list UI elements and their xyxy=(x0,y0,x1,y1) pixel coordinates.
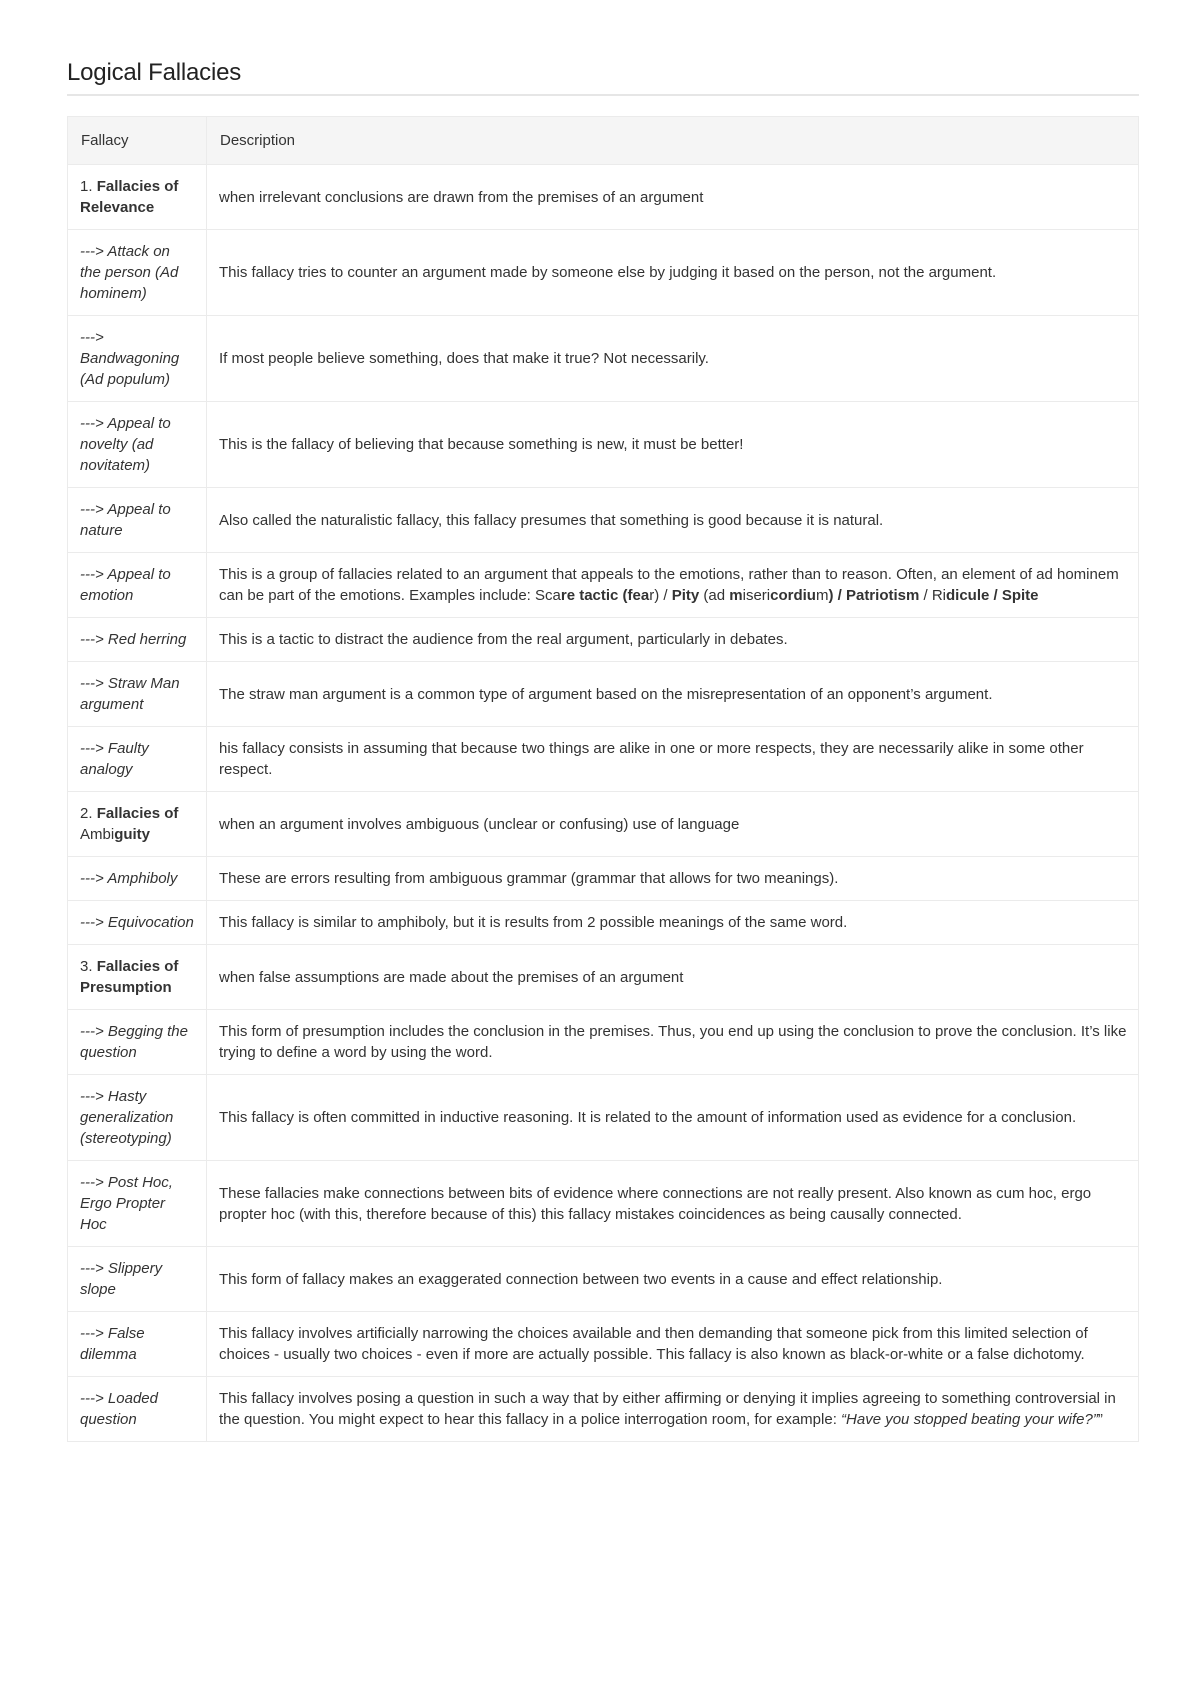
description-text: This is a group of fallacies related to an argument that appeals to the emotions, rather than to reason. Often, an element of ad hominem can be part of the emotions. Examples include: Sca xyxy=(219,566,1119,604)
description-text: This is the fallacy of believing that because something is new, it must be better! xyxy=(219,436,744,453)
description-cell xyxy=(207,857,1139,901)
table-row xyxy=(68,230,1139,316)
description-cell xyxy=(207,165,1139,230)
fallacy-text: Fallacies of Relevance xyxy=(80,178,179,216)
table-row xyxy=(68,402,1139,488)
fallacy-text: 1. xyxy=(80,178,97,195)
description-text: This fallacy involves artificially narrowing the choices available and then demanding that someone pick from this limited selection of choices - usually two choices - even if more are actually possible. This fallacy is also known as black-or-white or a false dichotomy. xyxy=(219,1325,1088,1363)
description-text: This fallacy tries to counter an argument made by someone else by judging it based on the person, not the argument. xyxy=(219,264,997,281)
description-cell xyxy=(207,1312,1139,1377)
document-page xyxy=(67,56,1139,1442)
fallacy-cell xyxy=(68,488,207,553)
fallacy-text: ---> Begging the question xyxy=(80,1023,188,1061)
fallacy-cell xyxy=(68,901,207,945)
description-cell xyxy=(207,792,1139,857)
fallacy-cell xyxy=(68,1010,207,1075)
table-row xyxy=(68,1377,1139,1442)
fallacy-cell xyxy=(68,945,207,1010)
description-cell xyxy=(207,316,1139,402)
fallacy-text: ---> Post Hoc, Ergo Propter Hoc xyxy=(80,1174,173,1233)
description-cell xyxy=(207,553,1139,618)
fallacy-text: 3. xyxy=(80,958,97,975)
fallacy-cell xyxy=(68,316,207,402)
table-row xyxy=(68,618,1139,662)
description-cell xyxy=(207,1075,1139,1161)
description-text: m xyxy=(729,587,743,604)
description-text: dicule / Spite xyxy=(946,587,1039,604)
table-row xyxy=(68,316,1139,402)
fallacy-cell xyxy=(68,1161,207,1247)
description-text: r) / xyxy=(649,587,672,604)
fallacy-text: ---> Appeal to novelty (ad novitatem) xyxy=(80,415,171,474)
header-description: Description xyxy=(207,117,1139,165)
description-text: This fallacy involves posing a question in such a way that by either affirming or denying it implies agreeing to something controversial in the question. You might expect to hear this fallacy in a police interrogation room, for example: xyxy=(219,1390,1116,1428)
description-text: The straw man argument is a common type of argument based on the misrepresentation of an opponent’s argument. xyxy=(219,685,993,703)
fallacy-cell xyxy=(68,1377,207,1442)
description-text: This form of fallacy makes an exaggerated connection between two events in a cause and effect relationship. xyxy=(219,1270,943,1288)
description-text: These are errors resulting from ambiguous grammar (grammar that allows for two meanings). xyxy=(219,870,839,887)
category-row xyxy=(68,165,1139,230)
fallacy-text: ---> Appeal to nature xyxy=(80,501,171,539)
table-row xyxy=(68,727,1139,792)
description-text: This fallacy is similar to amphiboly, but it is results from 2 possible meanings of the same word. xyxy=(219,914,848,931)
table-header-row xyxy=(68,117,1139,165)
fallacy-text: ---> Red herring xyxy=(80,631,187,648)
fallacy-text: Ambi xyxy=(80,826,115,843)
fallacy-text: ---> Faulty analogy xyxy=(80,740,149,778)
description-cell xyxy=(207,727,1139,792)
description-cell xyxy=(207,1161,1139,1247)
fallacy-cell xyxy=(68,662,207,727)
fallacy-cell xyxy=(68,1312,207,1377)
fallacy-cell xyxy=(68,402,207,488)
fallacy-text: ---> Slippery slope xyxy=(80,1260,163,1298)
fallacy-text: ---> Amphiboly xyxy=(80,870,178,887)
description-text: Also called the naturalistic fallacy, this fallacy presumes that something is good because it is natural. xyxy=(219,511,884,529)
description-text: when false assumptions are made about the premises of an argument xyxy=(219,968,684,986)
fallacy-cell xyxy=(68,165,207,230)
table-body xyxy=(68,165,1139,1442)
description-cell xyxy=(207,618,1139,662)
description-text: These fallacies make connections between bits of evidence where connections are not really present. Also known as cum hoc, ergo propter hoc (with this, therefore because of this) this fallacy mistakes coincidences as being causally connected. xyxy=(219,1184,1092,1223)
fallacies-table xyxy=(67,116,1139,1442)
table-row xyxy=(68,1075,1139,1161)
fallacy-text: ---> Appeal to emotion xyxy=(80,566,171,604)
description-text: ” xyxy=(1097,1411,1103,1428)
description-text: ) / Patriotism xyxy=(828,587,920,604)
fallacy-text: guity xyxy=(114,826,151,843)
description-cell xyxy=(207,1247,1139,1312)
description-cell xyxy=(207,1377,1139,1442)
category-row xyxy=(68,945,1139,1010)
description-text: re tactic (fea xyxy=(560,587,650,604)
fallacy-text: ---> Loaded question xyxy=(80,1390,158,1428)
fallacy-cell xyxy=(68,230,207,316)
description-text: / Ri xyxy=(919,587,946,604)
fallacy-text: ---> Straw Man argument xyxy=(80,675,180,713)
fallacy-text: ---> Hasty generalization (stereotyping) xyxy=(80,1088,174,1147)
fallacy-text: ---> Equivocation xyxy=(80,914,194,931)
fallacy-cell xyxy=(68,727,207,792)
fallacy-cell xyxy=(68,553,207,618)
description-text: This form of presumption includes the conclusion in the premises. Thus, you end up using the conclusion to prove the conclusion. It’s like trying to define a word by using the word. xyxy=(219,1023,1127,1061)
description-text: when irrelevant conclusions are drawn from the premises of an argument xyxy=(219,188,704,206)
description-text: If most people believe something, does that make it true? Not necessarily. xyxy=(219,350,709,367)
description-cell xyxy=(207,230,1139,316)
fallacy-text: 2. xyxy=(80,805,97,822)
fallacy-text: Fallacies of Presumption xyxy=(80,958,179,996)
table-row xyxy=(68,662,1139,727)
fallacy-text: ---> Bandwagoning (Ad populum) xyxy=(80,329,180,388)
fallacy-text: ---> Attack on the person (Ad hominem) xyxy=(80,243,179,302)
description-cell xyxy=(207,1010,1139,1075)
fallacy-cell xyxy=(68,1247,207,1312)
description-text: iseri xyxy=(742,587,771,604)
description-text: when an argument involves ambiguous (unclear or confusing) use of language xyxy=(219,815,740,833)
fallacy-cell xyxy=(68,857,207,901)
table-row xyxy=(68,1161,1139,1247)
description-text: (ad xyxy=(699,587,730,604)
description-text: cordiu xyxy=(770,587,816,604)
fallacy-cell xyxy=(68,618,207,662)
description-cell xyxy=(207,488,1139,553)
description-cell xyxy=(207,662,1139,727)
fallacy-text: ---> False dilemma xyxy=(80,1325,145,1363)
fallacy-cell xyxy=(68,1075,207,1161)
category-row xyxy=(68,792,1139,857)
description-cell xyxy=(207,901,1139,945)
fallacy-cell xyxy=(68,792,207,857)
description-text: his fallacy consists in assuming that because two things are alike in one or more respects, they are necessarily alike in some other respect. xyxy=(219,740,1084,778)
table-row xyxy=(68,553,1139,618)
table-row xyxy=(68,901,1139,945)
table-row xyxy=(68,1247,1139,1312)
header-fallacy: Fallacy xyxy=(68,117,207,165)
description-text: “Have you stopped beating your wife?” xyxy=(841,1411,1098,1428)
description-text: Pity xyxy=(671,587,700,604)
table-row xyxy=(68,488,1139,553)
description-text: m xyxy=(815,587,829,604)
fallacy-text: Fallacies of xyxy=(96,805,179,822)
table-row xyxy=(68,1312,1139,1377)
table-row xyxy=(68,1010,1139,1075)
table-row xyxy=(68,857,1139,901)
description-cell xyxy=(207,945,1139,1010)
page-title: Logical Fallacies xyxy=(67,56,1139,96)
description-text: This is a tactic to distract the audience from the real argument, particularly in debates. xyxy=(219,631,788,648)
description-text: This fallacy is often committed in inductive reasoning. It is related to the amount of information used as evidence for a conclusion. xyxy=(219,1109,1077,1126)
description-cell xyxy=(207,402,1139,488)
